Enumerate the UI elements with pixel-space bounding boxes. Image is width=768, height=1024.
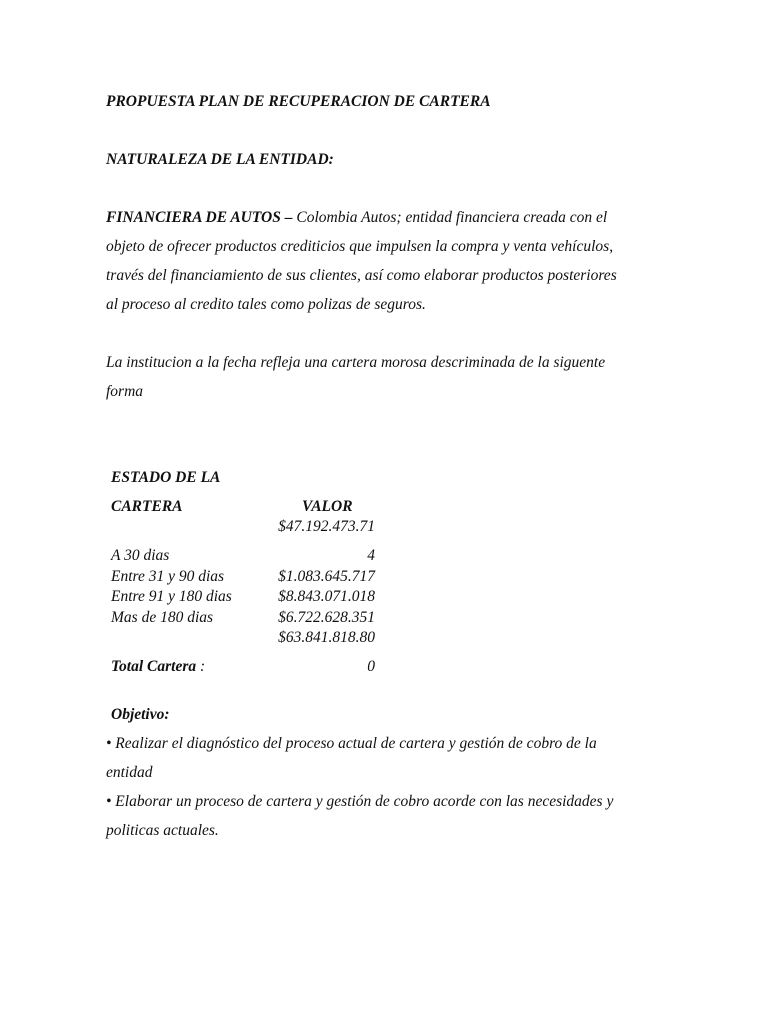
objective-heading: Objetivo: xyxy=(111,706,170,723)
entity-description-start: Colombia Autos; entidad financiera creada con el xyxy=(292,209,608,226)
status-paragraph-line-2: forma xyxy=(106,383,144,400)
table-row-label: Entre 31 y 90 dias xyxy=(111,568,225,585)
table-total-value: 0 xyxy=(367,658,375,675)
entity-name: FINANCIERA DE AUTOS – xyxy=(106,209,293,226)
entity-line-4: al proceso al credito tales como polizas de seguros. xyxy=(106,296,426,313)
objective-bullet-2-line-1: • Elaborar un proceso de cartera y gestión de cobro acorde con las necesidades y xyxy=(106,793,614,810)
table-header-label-line-1: ESTADO DE LA xyxy=(111,469,221,486)
table-row-value: $63.841.818.80 xyxy=(278,629,375,646)
table-row-value: $1.083.645.717 xyxy=(278,568,375,585)
table-header-value: VALOR xyxy=(302,498,353,515)
table-row-value: $47.192.473.71 xyxy=(278,518,375,535)
table-header-label-line-2: CARTERA xyxy=(111,498,183,515)
table-row-value: 4 xyxy=(367,547,375,564)
table-row-value: $8.843.071.018 xyxy=(278,588,375,605)
table-total-row xyxy=(111,657,205,677)
section-heading: NATURALEZA DE LA ENTIDAD: xyxy=(106,151,334,168)
table-row-label: Mas de 180 dias xyxy=(111,609,214,626)
objective-bullet-1-line-1: • Realizar el diagnóstico del proceso actual de cartera y gestión de cobro de la xyxy=(106,735,597,752)
objective-bullet-2-line-2: politicas actuales. xyxy=(106,822,219,839)
table-row-label: Entre 91 y 180 dias xyxy=(111,588,232,605)
table-row-label: A 30 dias xyxy=(111,547,170,564)
status-paragraph-line-1: La institucion a la fecha refleja una cartera morosa descriminada de la siguente xyxy=(106,354,606,371)
table-total-colon: : xyxy=(196,658,206,675)
entity-line-2: objeto de ofrecer productos crediticios que impulsen la compra y venta vehículos, xyxy=(106,238,614,255)
entity-line-3: través del financiamiento de sus clientes, así como elaborar productos posteriores xyxy=(106,267,617,284)
table-row-value: $6.722.628.351 xyxy=(278,609,375,626)
document-title: PROPUESTA PLAN DE RECUPERACION DE CARTERA xyxy=(106,93,491,110)
entity-line-1 xyxy=(106,208,607,228)
objective-bullet-1-line-2: entidad xyxy=(106,764,153,781)
table-total-label: Total Cartera xyxy=(111,658,197,675)
